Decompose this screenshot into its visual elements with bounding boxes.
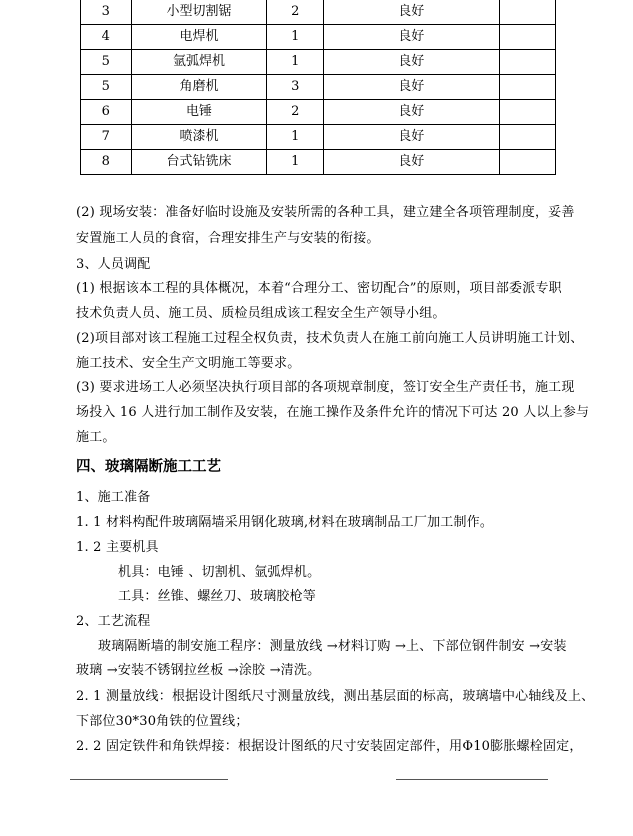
paragraph-staffing-1-line2: 技术负责人员、施工员、质检员组成该工程安全生产领导小组。 [76,306,446,321]
row-number-cell: 3 [81,0,132,25]
table-row [81,25,556,50]
table-row [81,0,556,25]
note-cell [499,75,556,100]
status-cell: 良好 [324,100,499,125]
table-row [81,125,556,150]
status-cell: 良好 [324,0,499,25]
status-cell: 良好 [324,25,499,50]
note-cell [499,150,556,175]
quantity-cell: 3 [267,75,324,100]
tools-handtools: 工具：丝锥、螺丝刀、玻璃胶枪等 [118,589,317,604]
tools-machinery: 机具：电锤 、切割机、氩弧焊机。 [118,565,321,580]
process-flow-line2: 玻璃 →安装不锈钢拉丝板 →涂胶 →清洗。 [76,663,321,678]
quantity-cell: 1 [267,125,324,150]
quantity-cell: 1 [267,50,324,75]
equipment-name-cell: 小型切割锯 [131,0,267,25]
paragraph-staffing-3-line1: (3) 要求进场工人必须坚决执行项目部的各项规章制度，签订安全生产责任书，施工现 [76,380,575,395]
section-staffing-heading: 3、人员调配 [76,257,151,272]
row-number-cell: 5 [81,50,132,75]
note-cell [499,25,556,50]
equipment-name-cell: 角磨机 [131,75,267,100]
step-fixing-line1: 2. 2 固定铁件和角铁焊接：根据设计图纸的尺寸安装固定部件，用Φ10膨胀螺栓固定， [76,739,583,754]
quantity-cell: 2 [267,100,324,125]
footer-rule-left [70,779,228,780]
row-number-cell: 8 [81,150,132,175]
row-number-cell: 6 [81,100,132,125]
chapter-heading: 四、玻璃隔断施工工艺 [76,459,221,475]
paragraph-staffing-1-line1: (1) 根据该本工程的具体概况，本着“合理分工、密切配合”的原则，项目部委派专职 [76,281,562,296]
footer-rule-right [396,779,548,780]
paragraph-staffing-2-line1: (2)项目部对该工程施工过程全权负责，技术负责人在施工前向施工人员讲明施工计划、 [76,331,584,346]
table-row [81,150,556,175]
table-row [81,100,556,125]
status-cell: 良好 [324,150,499,175]
quantity-cell: 2 [267,0,324,25]
section-prep-heading: 1、施工准备 [76,490,151,505]
status-cell: 良好 [324,125,499,150]
status-cell: 良好 [324,75,499,100]
note-cell [499,125,556,150]
section-tools-heading: 1. 2 主要机具 [76,540,159,555]
equipment-name-cell: 台式钻铣床 [131,150,267,175]
step-measure-line2: 下部位30*30角铁的位置线； [76,714,249,729]
paragraph-staffing-2-line2: 施工技术、安全生产文明施工等要求。 [76,356,301,371]
paragraph-staffing-3-line2: 场投入 16 人进行加工制作及安装，在施工操作及条件允许的情况下可达 20 人以上参与 [76,405,590,420]
paragraph-site-install-line2: 安置施工人员的食宿，合理安排生产与安装的衔接。 [76,231,380,246]
status-cell: 良好 [324,50,499,75]
paragraph-staffing-3-line3: 施工。 [76,430,116,445]
table-row [81,50,556,75]
note-cell [499,0,556,25]
table-row [81,75,556,100]
row-number-cell: 7 [81,125,132,150]
note-cell [499,50,556,75]
quantity-cell: 1 [267,25,324,50]
equipment-name-cell: 喷漆机 [131,125,267,150]
equipment-table [80,0,556,175]
row-number-cell: 4 [81,25,132,50]
note-cell [499,100,556,125]
section-process-heading: 2、工艺流程 [76,614,151,629]
equipment-name-cell: 氩弧焊机 [131,50,267,75]
equipment-name-cell: 电焊机 [131,25,267,50]
process-flow-line1: 玻璃隔断墙的制安施工程序：测量放线 →材料订购 →上、下部位钢件制安 →安装 [98,639,567,654]
paragraph-materials: 1. 1 材料构配件玻璃隔墙采用钢化玻璃,材料在玻璃制品工厂加工制作。 [76,515,494,530]
row-number-cell: 5 [81,75,132,100]
paragraph-site-install-line1: (2) 现场安装：准备好临时设施及安装所需的各种工具，建立建全各项管理制度，妥善 [76,205,575,220]
quantity-cell: 1 [267,150,324,175]
step-measure-line1: 2. 1 测量放线：根据设计图纸尺寸测量放线，测出基层面的标高，玻璃墙中心轴线及上、 [76,689,595,704]
equipment-name-cell: 电锤 [131,100,267,125]
